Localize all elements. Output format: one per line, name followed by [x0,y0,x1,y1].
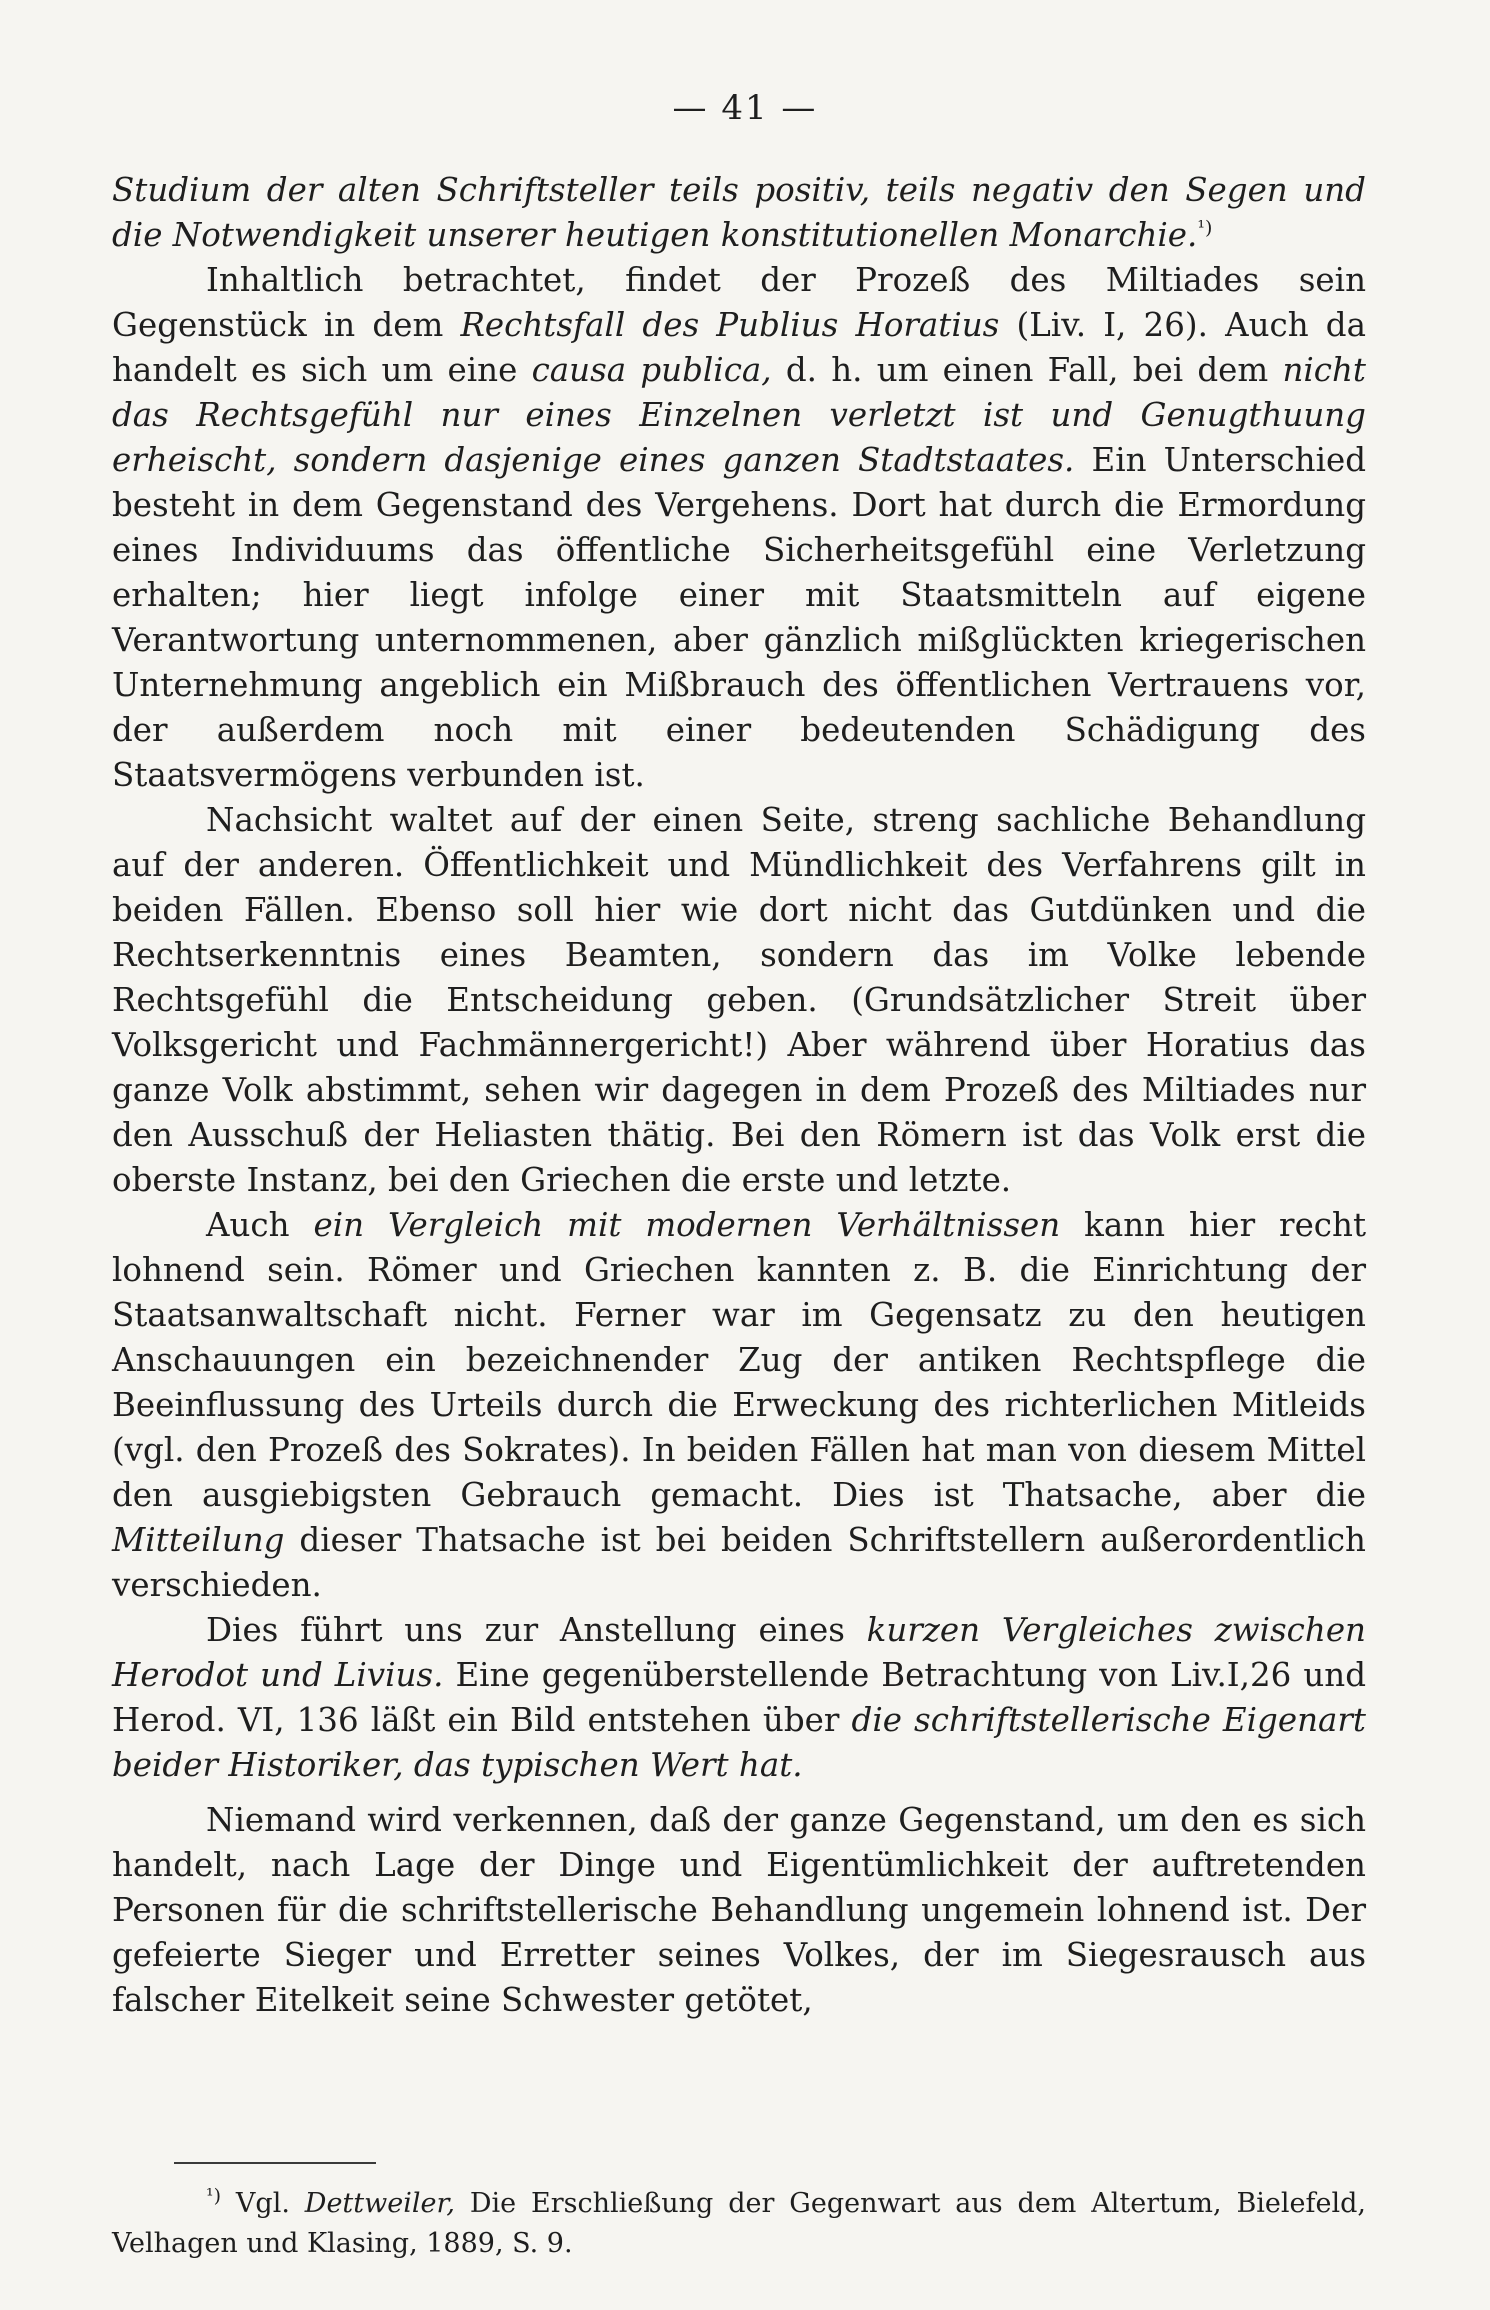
paragraph [112,1203,1366,1608]
text-run: Niemand wird verkennen, daß der ganze Gegenstand, um den es sich handelt, nach Lage der Dinge und Eigentümlichkeit der auftretenden Personen für die schriftstellerische Behandlung ungemein lohnend ist. Der gefeierte Sieger und Erretter seines Volkes, der im Siegesrausch aus falscher Eitelkeit seine Schwester getötet, [112,1801,1366,2019]
text-run: Vgl. [221,2188,305,2219]
body-text [112,168,1366,2023]
text-run: (Liv. I, 26). Auch da handelt es sich um eine [112,306,1366,389]
paragraph [112,168,1366,258]
italic-run: kurzen Vergleiches zwischen Herodot und Livius. [112,1611,1366,1694]
text-run: Die Erschließung der Gegenwart aus dem Altertum, Bielefeld, Velhagen und Klasing, 1889, S. 9. [112,2188,1366,2259]
italic-run: ein Vergleich mit modernen Verhältnissen [313,1206,1061,1244]
italic-run: Studium der alten Schriftsteller teils positiv, teils negativ den Segen und die Notwendigkeit unserer heutigen konstitutionellen Monarchie. [112,171,1366,254]
footnote-rule [174,2162,376,2164]
text-run: Eine gegenüberstellende Betrachtung von Liv.I,26 und Herod. VI, 136 läßt ein Bild entstehen über [112,1656,1366,1739]
italic-run: Mitteilung [112,1521,285,1559]
italic-run: die schriftstellerische Eigenart beider Historiker, das typischen Wert hat. [112,1701,1366,1784]
italic-run: nicht das Rechtsgefühl nur eines Einzelnen verletzt ist und Genugthuung erheischt, sondern dasjenige eines ganzen Stadtstaates. [112,351,1366,479]
paragraph [112,1798,1366,2023]
text-run: Ein Unterschied besteht in dem Gegenstand des Vergehens. Dort hat durch die Ermordung eines Individuums das öffentliche Sicherheitsgefühl eine Verletzung erhalten; hier liegt infolge einer mit Staatsmitteln auf eigene Verantwortung unternommenen, aber gänzlich mißglückten kriegerischen Unternehmung angeblich ein Mißbrauch des öffentlichen Vertrauens vor, der außerdem noch mit einer bedeutenden Schädigung des Staatsvermögens verbunden ist. [112,441,1366,794]
text-run: d. h. um einen Fall, bei dem [771,351,1283,389]
text-run: Auch [206,1206,314,1244]
footnote-marker: ¹) [1197,217,1213,240]
text-run: kann hier recht lohnend sein. Römer und Griechen kannten z. B. die Einrichtung der Staatsanwaltschaft nicht. Ferner war im Gegensatz zu den heutigen Anschauungen ein bezeichnender Zug der antiken Rechtspflege die Beeinflussung des Urteils durch die Erweckung des richterlichen Mitleids (vgl. den Prozeß des Sokrates). In beiden Fällen hat man von diesem Mittel den ausgiebigsten Gebrauch gemacht. Dies ist Thatsache, aber die [112,1206,1367,1514]
text-run: Dies führt uns zur Anstellung eines [206,1611,867,1649]
footnote-marker: ¹) [206,2185,222,2207]
paragraph [112,1608,1366,1788]
text-run: Inhaltlich betrachtet, findet der Prozeß des Miltiades sein Gegenstück in dem [112,261,1366,344]
paragraph [112,798,1366,1203]
page-number: — 41 — [672,88,818,128]
text-run: dieser Thatsache ist bei beiden Schriftstellern außerordentlich verschieden. [112,1521,1366,1604]
italic-run: Dettweiler, [304,2188,455,2219]
paragraph-gap [112,1788,1366,1798]
footnote [112,2184,1366,2264]
text-run: Nachsicht waltet auf der einen Seite, streng sachliche Behandlung auf der anderen. Öffentlichkeit und Mündlichkeit des Verfahrens gilt in beiden Fällen. Ebenso soll hier wie dort nicht das Gutdünken und die Rechtserkenntnis eines Beamten, sondern das im Volke lebende Rechtsgefühl die Entscheidung geben. (Grundsätzlicher Streit über Volksgericht und Fachmännergericht!) Aber während über Horatius das ganze Volk abstimmt, sehen wir dagegen in dem Prozeß des Miltiades nur den Ausschuß der Heliasten thätig. Bei den Römern ist das Volk erst die oberste Instanz, bei den Griechen die erste und letzte. [112,801,1366,1199]
italic-run: causa publica, [531,351,772,389]
italic-run: Rechtsfall des Publius Horatius [460,306,1000,344]
paragraph [112,258,1366,798]
footnote-text [112,2184,1366,2264]
